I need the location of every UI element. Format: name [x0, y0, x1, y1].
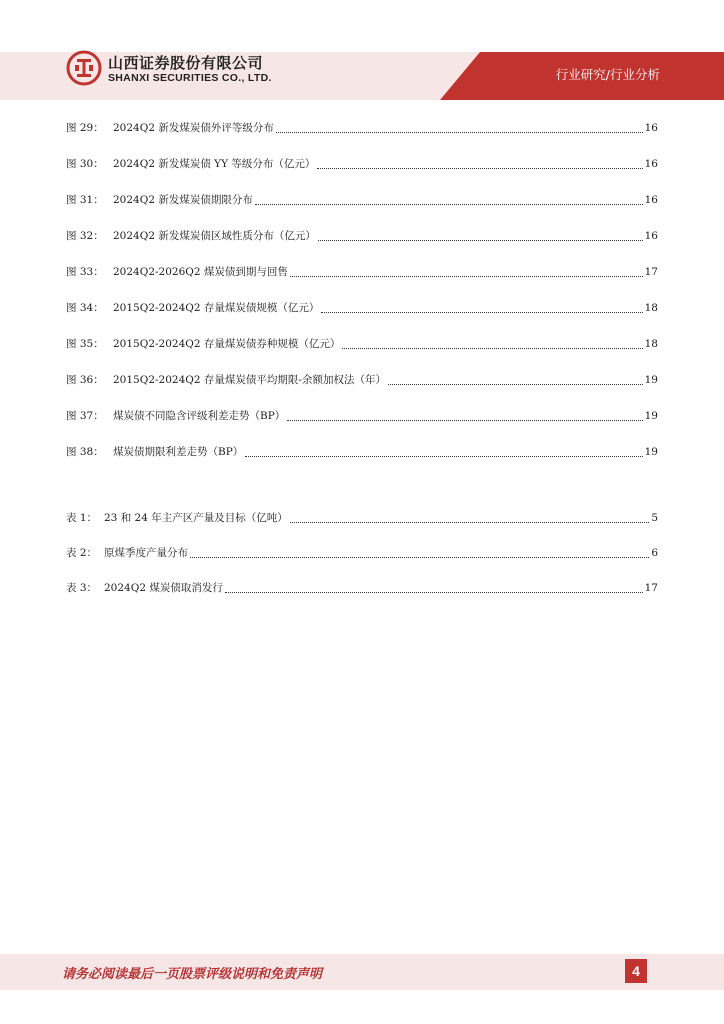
report-category: 行业研究/行业分析 [555, 67, 660, 82]
toc-leader-dots [388, 383, 643, 385]
toc-entry-page: 19 [644, 410, 658, 422]
toc-entry-page: 16 [644, 230, 658, 242]
toc-entry-page: 19 [644, 374, 658, 386]
toc-entry-page: 16 [644, 194, 658, 206]
toc-leader-dots [276, 131, 643, 133]
toc-entry-title: 2015Q2-2024Q2 存量煤炭债券种规模（亿元） [113, 338, 341, 350]
toc-entry-title: 2015Q2-2024Q2 存量煤炭债平均期限-余额加权法（年） [113, 374, 386, 386]
toc-entry-title: 2024Q2-2026Q2 煤炭债到期与回售 [113, 266, 288, 278]
toc-entry-figure[interactable] [66, 408, 658, 426]
toc-entry-page: 16 [644, 122, 658, 134]
toc-leader-dots [290, 275, 643, 277]
toc-leader-dots [245, 455, 642, 457]
toc-entry-prefix: 图 33： [66, 266, 104, 278]
toc-entry-page: 16 [644, 158, 658, 170]
toc-entry-title: 23 和 24 年主产区产量及目标（亿吨） [104, 512, 288, 524]
toc-leader-dots [190, 556, 649, 558]
toc-entry-title: 煤炭债期限利差走势（BP） [113, 446, 244, 458]
toc-entry-title: 2024Q2 煤炭债取消发行 [104, 582, 223, 594]
toc-entry-title: 原煤季度产量分布 [104, 547, 188, 559]
toc-entry-title: 2015Q2-2024Q2 存量煤炭债规模（亿元） [113, 302, 320, 314]
toc-leader-dots [255, 203, 643, 205]
toc-entry-figure[interactable] [66, 192, 658, 210]
toc-entry-prefix: 表 3： [66, 582, 98, 594]
toc-entry-title: 2024Q2 新发煤炭债外评等级分布 [113, 122, 274, 134]
company-logo-icon [66, 50, 102, 86]
toc-entry-prefix: 表 1： [66, 512, 98, 524]
footer-disclaimer: 请务必阅读最后一页股票评级说明和免责声明 [62, 967, 323, 982]
toc-leader-dots [321, 311, 642, 313]
toc-entry-table[interactable] [66, 580, 658, 598]
toc-entry-page: 5 [651, 512, 658, 524]
toc-leader-dots [225, 591, 643, 593]
toc-entry-page: 17 [644, 582, 658, 594]
toc-entry-prefix: 图 29： [66, 122, 104, 134]
toc-entry-prefix: 图 36： [66, 374, 104, 386]
page-number: 4 [625, 959, 647, 983]
toc-entry-prefix: 图 30： [66, 158, 104, 170]
toc-leader-dots [287, 419, 642, 421]
toc-entry-page: 19 [644, 446, 658, 458]
toc-entry-prefix: 图 32： [66, 230, 104, 242]
toc-entry-page: 18 [644, 302, 658, 314]
toc-entry-prefix: 图 31： [66, 194, 104, 206]
toc-leader-dots [290, 521, 650, 523]
toc-entry-figure[interactable] [66, 264, 658, 282]
toc-entry-prefix: 图 35： [66, 338, 104, 350]
company-name-en: SHANXI SECURITIES CO., LTD. [108, 72, 272, 84]
toc-leader-dots [318, 239, 643, 241]
toc-entry-figure[interactable] [66, 156, 658, 174]
toc-entry-figure[interactable] [66, 444, 658, 462]
toc-entry-figure[interactable] [66, 228, 658, 246]
toc-entry-figure[interactable] [66, 336, 658, 354]
toc-entry-figure[interactable] [66, 120, 658, 138]
toc-entry-page: 6 [651, 547, 658, 559]
toc-entry-title: 煤炭债不同隐含评级利差走势（BP） [113, 410, 286, 422]
company-name-cn: 山西证券股份有限公司 [108, 54, 264, 72]
toc-entry-figure[interactable] [66, 300, 658, 318]
toc-entry-page: 17 [644, 266, 658, 278]
toc-entry-table[interactable] [66, 545, 658, 563]
toc-entry-prefix: 图 37： [66, 410, 104, 422]
toc-entry-figure[interactable] [66, 372, 658, 390]
page-header [0, 0, 724, 100]
toc-entry-prefix: 图 34： [66, 302, 104, 314]
toc-entry-title: 2024Q2 新发煤炭债 YY 等级分布（亿元） [113, 158, 316, 170]
toc-leader-dots [342, 347, 642, 349]
toc-entry-prefix: 图 38： [66, 446, 104, 458]
toc-entry-prefix: 表 2： [66, 547, 98, 559]
toc-entry-title: 2024Q2 新发煤炭债期限分布 [113, 194, 253, 206]
toc-entry-table[interactable] [66, 510, 658, 528]
toc-entry-title: 2024Q2 新发煤炭债区域性质分布（亿元） [113, 230, 316, 242]
toc-entry-page: 18 [644, 338, 658, 350]
toc-leader-dots [317, 167, 642, 169]
